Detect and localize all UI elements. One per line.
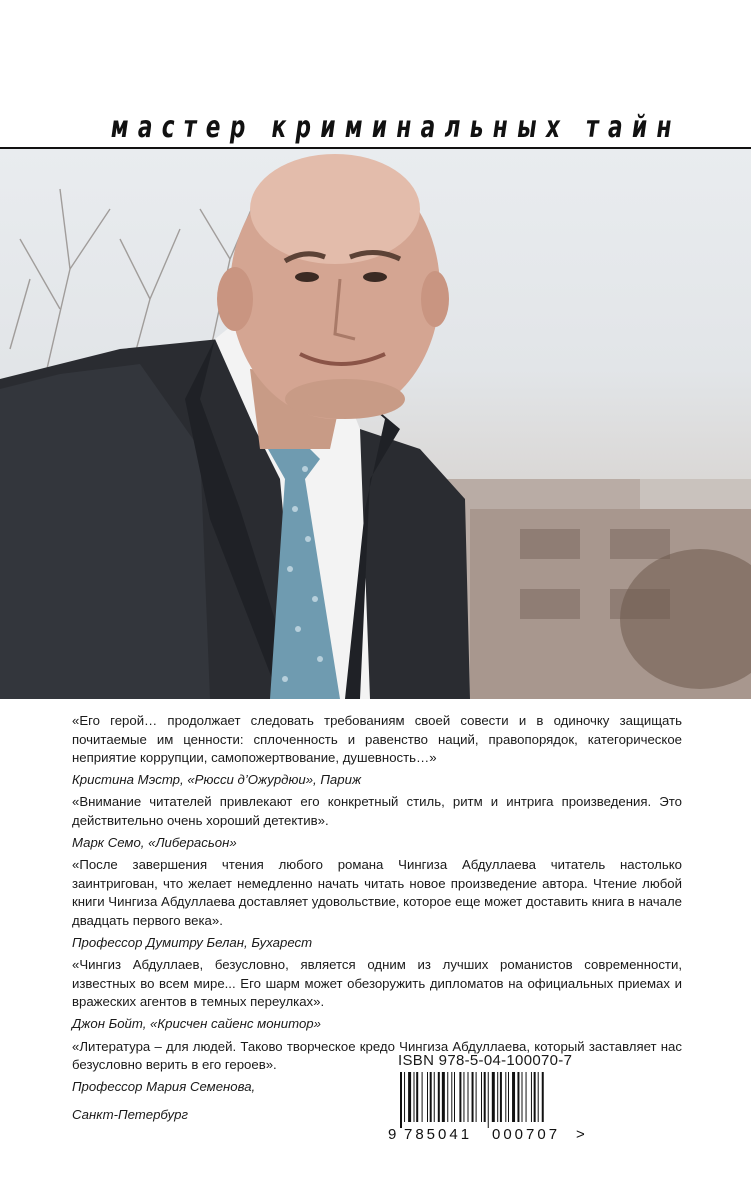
barcode-bar: [534, 1072, 536, 1122]
barcode-bar: [508, 1072, 509, 1122]
barcode-bar: [538, 1072, 539, 1122]
barcode-end-mark: >: [576, 1126, 585, 1142]
barcode-bar: [522, 1072, 523, 1122]
barcode-digits-right: 000707: [492, 1126, 561, 1142]
barcode-bar: [434, 1072, 435, 1122]
barcode-bar: [488, 1072, 489, 1128]
barcode-bar: [512, 1072, 515, 1122]
quote-text: «Литература – для людей. Таково творческое кредо Чингиза Абдуллаева, который заставляет нас безусловно верить в его героев».: [72, 1038, 682, 1073]
barcode-bar: [497, 1072, 498, 1122]
barcode-bar: [531, 1072, 532, 1122]
barcode-bar: [459, 1072, 461, 1122]
barcode-bar: [542, 1072, 544, 1122]
barcode-bar: [476, 1072, 477, 1122]
isbn-label: ISBN 978-5-04-100070-7: [398, 1052, 573, 1069]
barcode-bar: [427, 1072, 428, 1122]
barcode-bar: [442, 1072, 445, 1122]
barcode-bar: [472, 1072, 474, 1122]
barcode-bar: [484, 1072, 486, 1122]
barcode-digits-left: 785041: [404, 1126, 473, 1142]
quote-author: Джон Бойт, «Крисчен сайенс монитор»: [72, 1015, 321, 1031]
barcode-bar: [500, 1072, 502, 1122]
quote-author: Марк Семо, «Либерасьон»: [72, 834, 237, 850]
barcode-bar: [414, 1072, 415, 1122]
barcode-bar: [517, 1072, 519, 1122]
barcode-bar: [416, 1072, 418, 1122]
barcode-bar: [454, 1072, 455, 1122]
barcode-bar: [468, 1072, 469, 1122]
series-title: мастер криминальных тайн: [110, 110, 681, 145]
barcode-bar: [526, 1072, 527, 1122]
quote-author: Кристина Мэстр, «Рюсси д’Ожурдюи», Париж: [72, 771, 362, 787]
barcode-bar: [422, 1072, 423, 1122]
quote-author: Профессор Думитру Белан, Бухарест: [72, 934, 313, 950]
quote-text: «Его герой… продолжает следовать требованиям своей совести и в одиночку защищать почитаемые им ценности: сплоченность и равенство наций, правопорядок, категорическое неприятие коррупции, самопожертвование, душевность…»: [72, 713, 682, 766]
barcode-digit-prefix: 9: [388, 1126, 397, 1142]
barcode-bar: [438, 1072, 440, 1122]
barcode-bar: [408, 1072, 411, 1122]
barcode-bar: [447, 1072, 448, 1122]
barcode-bar: [430, 1072, 432, 1122]
barcode-bar: [404, 1072, 405, 1122]
quote-author: Профессор Мария Семенова,: [72, 1078, 256, 1094]
barcode-bar: [492, 1072, 495, 1122]
barcode-bar: [463, 1072, 464, 1122]
barcode-bar: [481, 1072, 482, 1122]
author-photo: [0, 149, 751, 699]
barcode-bar: [400, 1072, 402, 1128]
barcode: [388, 1072, 588, 1142]
quotes-block: [72, 712, 682, 1125]
author-portrait: [0, 149, 751, 699]
quote-text: «Внимание читателей привлекают его конкретный стиль, ритм и интрига произведения. Это действительно очень хороший детектив».: [72, 794, 682, 828]
barcode-bar: [505, 1072, 506, 1122]
quote-text: «Чингиз Абдуллаев, безусловно, является одним из лучших романистов современности, известных во всем мире... Его шарм может обезоружить дипломатов на официальных приемах и вражеских агентов в темных переулках».: [72, 957, 682, 1010]
barcode-bar: [451, 1072, 452, 1122]
quote-author-city: Санкт-Петербург: [72, 1107, 188, 1123]
quote-text: «После завершения чтения любого романа Чингиза Абдуллаева читатель настолько заинтригован, что желает немедленно начать читать новое произведение автора. Чтение любой книги Чингиза Абдуллаева доставляет удовольствие, которое еще может доставить книга в начале двадцать первого века».: [72, 857, 682, 928]
